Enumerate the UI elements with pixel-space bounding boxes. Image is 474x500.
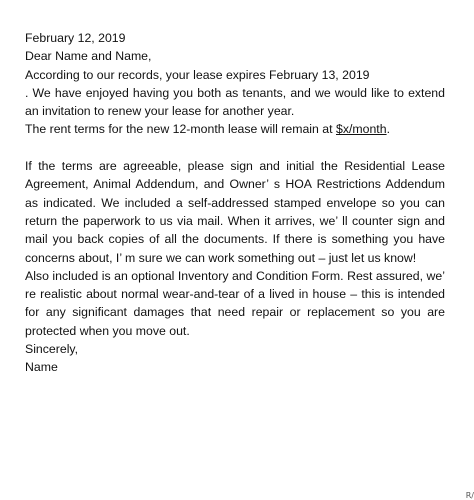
rent-terms-period: . <box>386 122 390 137</box>
letter-date: February 12, 2019 <box>25 31 126 45</box>
rent-amount: $x/month <box>335 122 387 137</box>
letter-body <box>25 29 445 377</box>
renewal-invitation-paragraph: . We have enjoyed having you both as tenants, and we would like to extend an invitation to renew your lease for another year. <box>25 85 445 119</box>
rent-terms-text: The rent terms for the new 12-month lease will remain at <box>25 122 333 137</box>
inventory-paragraph: Also included is an optional Inventory and Condition Form. Rest assured, we’ re realistic about normal wear-and-tear of a lived in house – this is intended for any significant damages that need repair or replacement so you are protected when you move out. <box>25 268 445 338</box>
letter-signature: Name <box>25 360 58 375</box>
letter-closing: Sincerely, <box>25 342 79 357</box>
agreement-paragraph: If the terms are agreeable, please sign and initial the Residential Lease Agreement, Animal Addendum, and Owner’ s HOA Restrictions Addendum as indicated. We included a self-addressed stamped envelope so you can return the paperwork to us via mail. When it arrives, we’ ll counter sign and mail you back copies of all the documents. If there is something you have concerns about, I’ m sure we can work something out – just let us know! <box>25 159 445 265</box>
rent-terms-line <box>25 120 445 138</box>
paragraph-spacer <box>25 139 445 157</box>
letter-salutation: Dear Name and Name, <box>25 49 152 64</box>
lease-expiry-line: According to our records, your lease expires February 13, 2019 <box>25 67 370 82</box>
corner-mark: R/ <box>465 491 474 500</box>
